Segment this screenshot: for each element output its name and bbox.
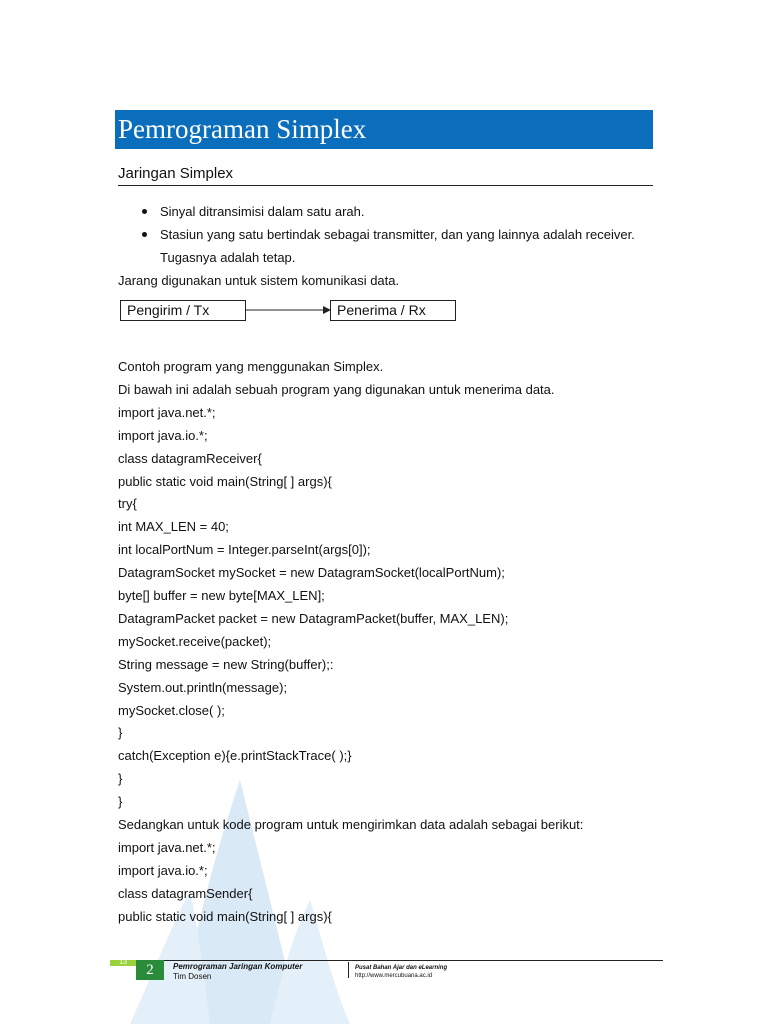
- text-line: import java.io.*;: [118, 862, 208, 878]
- text-line: public static void main(String[ ] args){: [118, 908, 332, 924]
- text-line: Contoh program yang menggunakan Simplex.: [118, 359, 384, 374]
- paragraph: Jarang digunakan untuk sistem komunikasi data.: [118, 273, 400, 288]
- page-number: 2: [136, 960, 164, 980]
- text-line: class datagramReceiver{: [118, 450, 262, 466]
- text-line: import java.net.*;: [118, 839, 216, 855]
- section-heading: Jaringan Simplex: [118, 163, 653, 186]
- sender-box: Pengirim / Tx: [120, 300, 246, 321]
- simplex-diagram: [118, 296, 458, 326]
- text-line: System.out.println(message);: [118, 679, 288, 695]
- page-title: Pemrograman Simplex: [115, 110, 653, 149]
- author: Tim Dosen: [173, 972, 212, 981]
- text-line: DatagramPacket packet = new DatagramPacket(buffer, MAX_LEN);: [118, 610, 509, 626]
- website-link[interactable]: http://www.mercubuana.ac.id: [355, 973, 433, 979]
- text-line: }: [118, 771, 123, 787]
- text-line: DatagramSocket mySocket = new DatagramSocket(localPortNum);: [118, 565, 505, 581]
- bullet-item: Stasiun yang satu bertindak sebagai transmitter, dan yang lainnya adalah receiver. Tugasnya adalah tetap.: [140, 223, 660, 269]
- text-line: int localPortNum = Integer.parseInt(args[0]);: [118, 542, 371, 558]
- center-name: Pusat Bahan Ajar dan eLearning: [355, 965, 448, 971]
- bullet-item: Sinyal ditransimisi dalam satu arah.: [140, 200, 660, 223]
- text-line: }: [118, 794, 123, 810]
- text-line: int MAX_LEN = 40;: [118, 519, 229, 535]
- course-title: Pemrograman Jaringan Komputer: [173, 962, 303, 971]
- text-line: mySocket.receive(packet);: [118, 633, 272, 649]
- footer-badge: 13: [110, 960, 136, 966]
- footer-separator: [348, 962, 349, 978]
- text-line: class datagramSender{: [118, 885, 253, 901]
- text-line: String message = new String(buffer);:: [118, 656, 334, 672]
- text-line: }: [118, 725, 123, 741]
- text-line: public static void main(String[ ] args){: [118, 473, 332, 489]
- text-line: byte[] buffer = new byte[MAX_LEN];: [118, 588, 325, 603]
- footer-divider-line: [110, 960, 663, 961]
- text-line: import java.net.*;: [118, 404, 216, 420]
- text-line: mySocket.close( );: [118, 702, 225, 718]
- receiver-box: Penerima / Rx: [330, 300, 456, 321]
- text-line: import java.io.*;: [118, 427, 208, 443]
- text-line: try{: [118, 496, 137, 512]
- text-line: Di bawah ini adalah sebuah program yang digunakan untuk menerima data.: [118, 381, 555, 397]
- bullet-list: [140, 200, 660, 269]
- text-line: catch(Exception e){e.printStackTrace( );}: [118, 748, 352, 764]
- text-line: Sedangkan untuk kode program untuk mengirimkan data adalah sebagai berikut:: [118, 817, 584, 832]
- footer-institution: [355, 964, 447, 980]
- footer-course-info: [173, 962, 302, 982]
